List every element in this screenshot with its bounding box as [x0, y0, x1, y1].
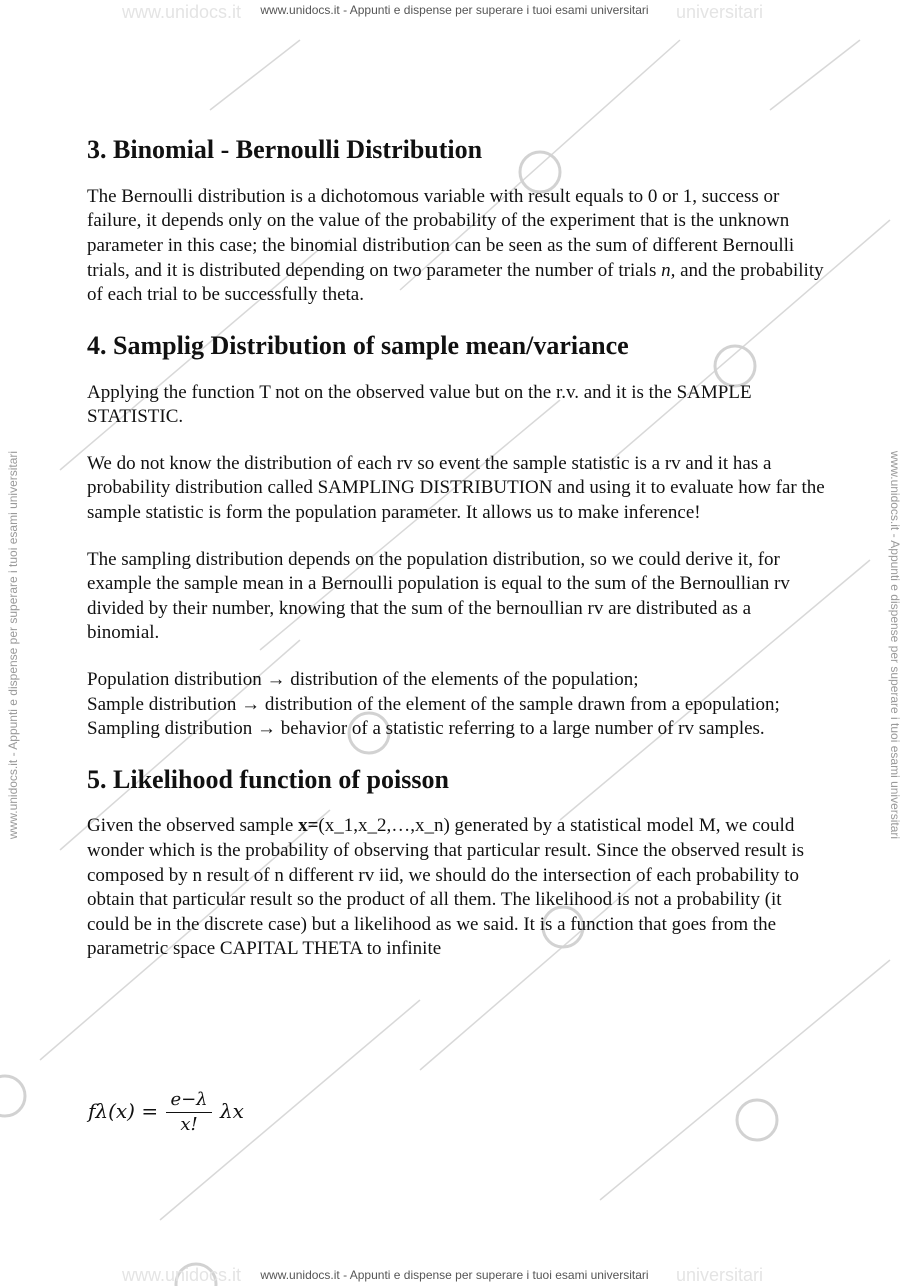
section-3-heading: 3. Binomial - Bernoulli Distribution	[87, 135, 483, 164]
section-5-heading: 5. Likelihood function of poisson	[87, 764, 449, 794]
formula-rhs: λx	[219, 1099, 244, 1123]
watermark-footer: www.unidocs.it - Appunti e dispense per superare i tuoi esami universitari	[260, 1268, 649, 1282]
formula-numerator: e−λ	[166, 1088, 211, 1113]
document-body	[87, 128, 827, 962]
section-4-paragraph-3: The sampling distribution depends on the population distribution, so we could derive it, for example the sample mean in a Bernoulli population is equal to the sum of the Bernoullian rv divided by their number, knowing that the sum of the bernoullian rv are distributed as a binomial.	[87, 548, 790, 644]
watermark-header: www.unidocs.it - Appunti e dispense per superare i tuoi esami universitari	[260, 3, 649, 17]
definition-sample: Sample distribution → distribution of the element of the sample drawn from a epopulation;	[87, 693, 780, 715]
watermark-ghost-left: www.unidocs.it	[122, 2, 242, 22]
n-italic: n,	[661, 259, 676, 281]
watermark-side-left: www.unidocs.it - Appunti e dispense per superare i tuoi esami universitari	[6, 450, 20, 840]
watermark-ghost-right: universitari	[676, 2, 764, 22]
poisson-formula	[88, 1088, 244, 1137]
section-4-paragraph-2: We do not know the distribution of each rv so event the sample statistic is a rv and it has a probability distribution called SAMPLING DISTRIBUTION and using it to evaluate how far the sample statistic is form the population parameter. It allows us to make inference!	[87, 452, 825, 523]
watermark-ghost-left-bottom: www.unidocs.it	[122, 1265, 242, 1285]
section-4-paragraph-1: Applying the function T not on the observed value but on the r.v. and it is the SAMPLE STATISTIC.	[87, 381, 752, 428]
section-5-paragraph: Given the observed sample x=(x_1,x_2,…,x_n) generated by a statistical model M, we could wonder which is the probability of observing that particular result. Since the observed result is composed by n result of n different rv iid, we should do the intersection of each probability to obtain that particular result so the product of all them. The likelihood is not a probability (it could be in the discrete case) but a likelihood as we said. It is a function that goes from the parametric space CAPITAL THETA to infinite	[87, 815, 805, 960]
formula-fraction	[166, 1088, 211, 1137]
watermark-side-right: www.unidocs.it - Appunti e dispense per superare i tuoi esami universitari	[888, 450, 902, 840]
section-4-heading: 4. Samplig Distribution of sample mean/variance	[87, 330, 629, 360]
formula-denominator: x!	[180, 1114, 198, 1135]
definition-population: Population distribution → distribution of the elements of the population;	[87, 668, 639, 690]
section-3-paragraph: The Bernoulli distribution is a dichotomous variable with result equals to 0 or 1, success or failure, it depends only on the value of the probability of the experiment that is the unknown parameter in this case; the binomial distribution can be seen as the sum of different Bernoulli trials, and it is distributed depending on two parameter the number of trials n, and the probability of each trial to be successfully theta.	[87, 185, 824, 306]
formula-lhs: fλ(x) =	[88, 1099, 159, 1123]
watermark-ghost-right-bottom: universitari	[676, 1265, 764, 1285]
definition-sampling: Sampling distribution → behavior of a statistic referring to a large number of rv samples.	[87, 718, 765, 740]
